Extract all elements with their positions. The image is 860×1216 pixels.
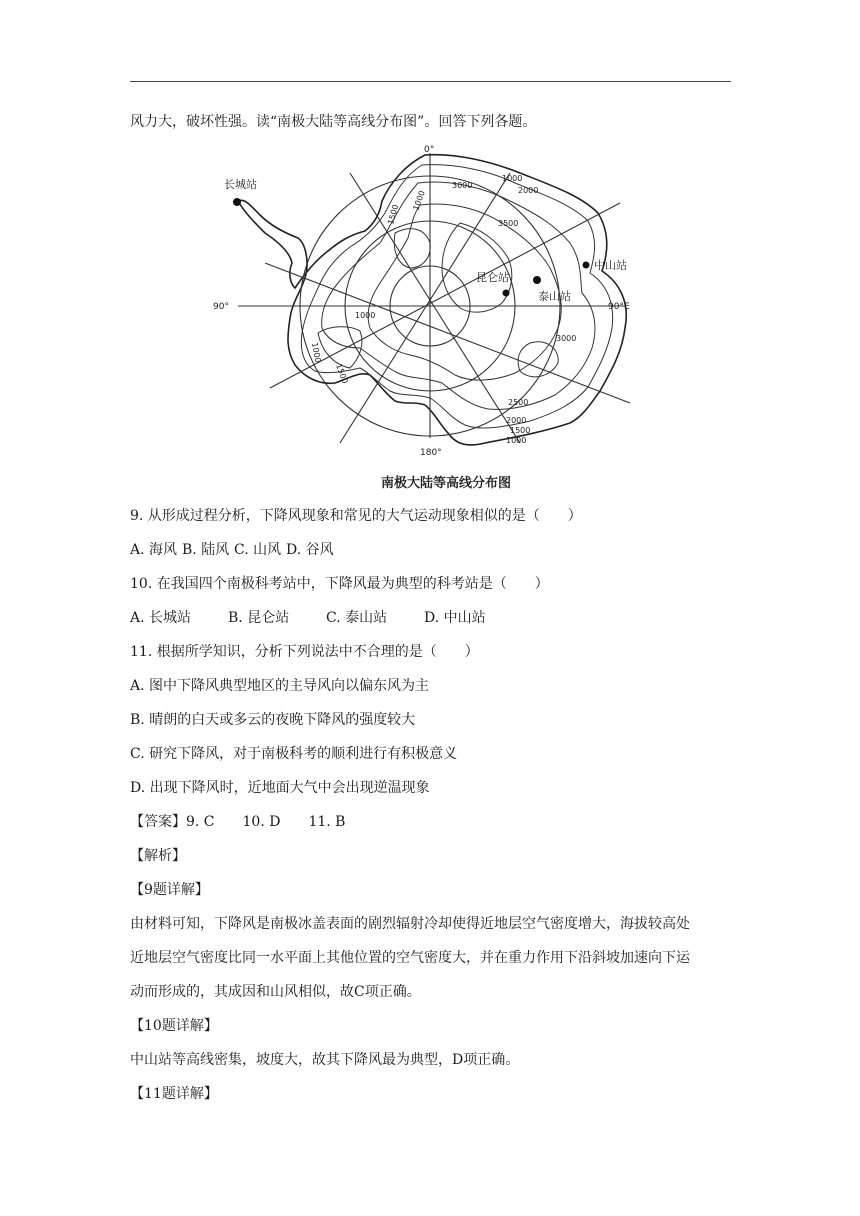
station-dot-zhongshan xyxy=(583,262,590,269)
q10-explanation: 中山站等高线密集，坡度大，故其下降风最为典型，D项正确。 xyxy=(130,1052,520,1068)
q10-stem: 10. 在我国四个南极科考站中，下降风最为典型的科考站是（ ） xyxy=(130,576,549,592)
q9-explanation-line3: 动而形成的，其成因和山风相似，故C项正确。 xyxy=(130,984,421,1000)
q9-options xyxy=(130,541,334,559)
q9-option-a: A. 海风 xyxy=(130,542,178,558)
q9-option-d: D. 谷风 xyxy=(286,542,334,558)
contour-label: 2000 xyxy=(506,416,527,425)
q10-options xyxy=(130,609,486,627)
lon-label-left: 90° xyxy=(213,302,229,312)
contour-label: 1500 xyxy=(386,203,401,226)
lon-label-bottom: 180° xyxy=(420,448,442,458)
station-dot-changcheng xyxy=(233,198,241,206)
analysis-heading: 【解析】 xyxy=(130,848,186,864)
q11-stem: 11. 根据所学知识，分析下列说法中不合理的是（ ） xyxy=(130,644,479,660)
meridian-135 xyxy=(340,173,510,443)
q9-stem: 9. 从形成过程分析，下降风现象和常见的大气运动现象相似的是（ ） xyxy=(130,508,582,524)
contour-inner xyxy=(394,229,430,268)
contour-label: 2500 xyxy=(508,398,529,407)
station-dot-taishan xyxy=(533,276,541,284)
station-label-kunlun: 昆仑站 xyxy=(476,271,509,284)
contour-label: 1500 xyxy=(334,362,350,385)
q10-option-b: B. 昆仑站 xyxy=(228,610,290,626)
contour-label: 3000 xyxy=(452,181,473,190)
contour-3500 xyxy=(442,223,512,312)
map-caption: 南极大陆等高线分布图 xyxy=(381,476,512,491)
station-label-taishan: 泰山站 xyxy=(538,290,571,303)
contour-3000 xyxy=(368,204,561,380)
q10-option-c: C. 泰山站 xyxy=(326,610,388,626)
station-dot-kunlun xyxy=(503,290,510,297)
q11-explanation-heading: 【11题详解】 xyxy=(130,1086,218,1102)
q11-option-c: C. 研究下降风，对于南极科考的顺利进行有积极意义 xyxy=(130,746,458,762)
station-label-zhongshan: 中山站 xyxy=(594,259,627,272)
q10-explanation-heading: 【10题详解】 xyxy=(130,1018,218,1034)
header-rule xyxy=(130,81,731,82)
q11-option-a: A. 图中下降风典型地区的主导风向以偏东风为主 xyxy=(130,678,430,694)
q9-explanation-line2: 近地层空气密度比同一水平面上其他位置的空气密度大，并在重力作用下沿斜坡加速向下运 xyxy=(130,950,690,966)
q9-option-b: B. 陆风 xyxy=(182,542,230,558)
contour-label: 1500 xyxy=(510,426,531,435)
intro-text: 风力大，破坏性强。读“南极大陆等高线分布图”。回答下列各题。 xyxy=(130,114,537,130)
contour-label: 2000 xyxy=(518,186,539,195)
q9-option-c: C. 山风 xyxy=(234,542,282,558)
q9-explanation-line1: 由材料可知，下降风是南极冰盖表面的剧烈辐射冷却使得近地层空气密度增大，海拔较高处 xyxy=(130,916,690,932)
q10-option-d: D. 中山站 xyxy=(424,610,486,626)
contour-label: 1000 xyxy=(355,311,376,320)
contour-label: 3000 xyxy=(556,334,577,343)
answer-line: 【答案】9. C 10. D 11. B xyxy=(130,814,346,830)
station-label-changcheng: 长城站 xyxy=(224,178,257,191)
contour-label: 1000 xyxy=(502,174,523,183)
q11-option-d: D. 出现下降风时，近地面大气中会出现逆温现象 xyxy=(130,780,430,796)
contour-label: 1000 xyxy=(506,436,527,445)
lon-label-right: 90°E xyxy=(608,302,630,312)
q9-explanation-heading: 【9题详解】 xyxy=(130,882,209,898)
contour-label: 1000 xyxy=(411,189,427,212)
q10-option-a: A. 长城站 xyxy=(130,610,192,626)
contour-east xyxy=(518,342,558,377)
antarctica-contour-map xyxy=(210,143,640,493)
q11-option-b: B. 晴朗的白天或多云的夜晚下降风的强度较大 xyxy=(130,712,416,728)
contour-label: 3500 xyxy=(498,219,519,228)
contour-label: 1000 xyxy=(310,341,323,364)
lon-label-top: 0° xyxy=(424,145,435,155)
